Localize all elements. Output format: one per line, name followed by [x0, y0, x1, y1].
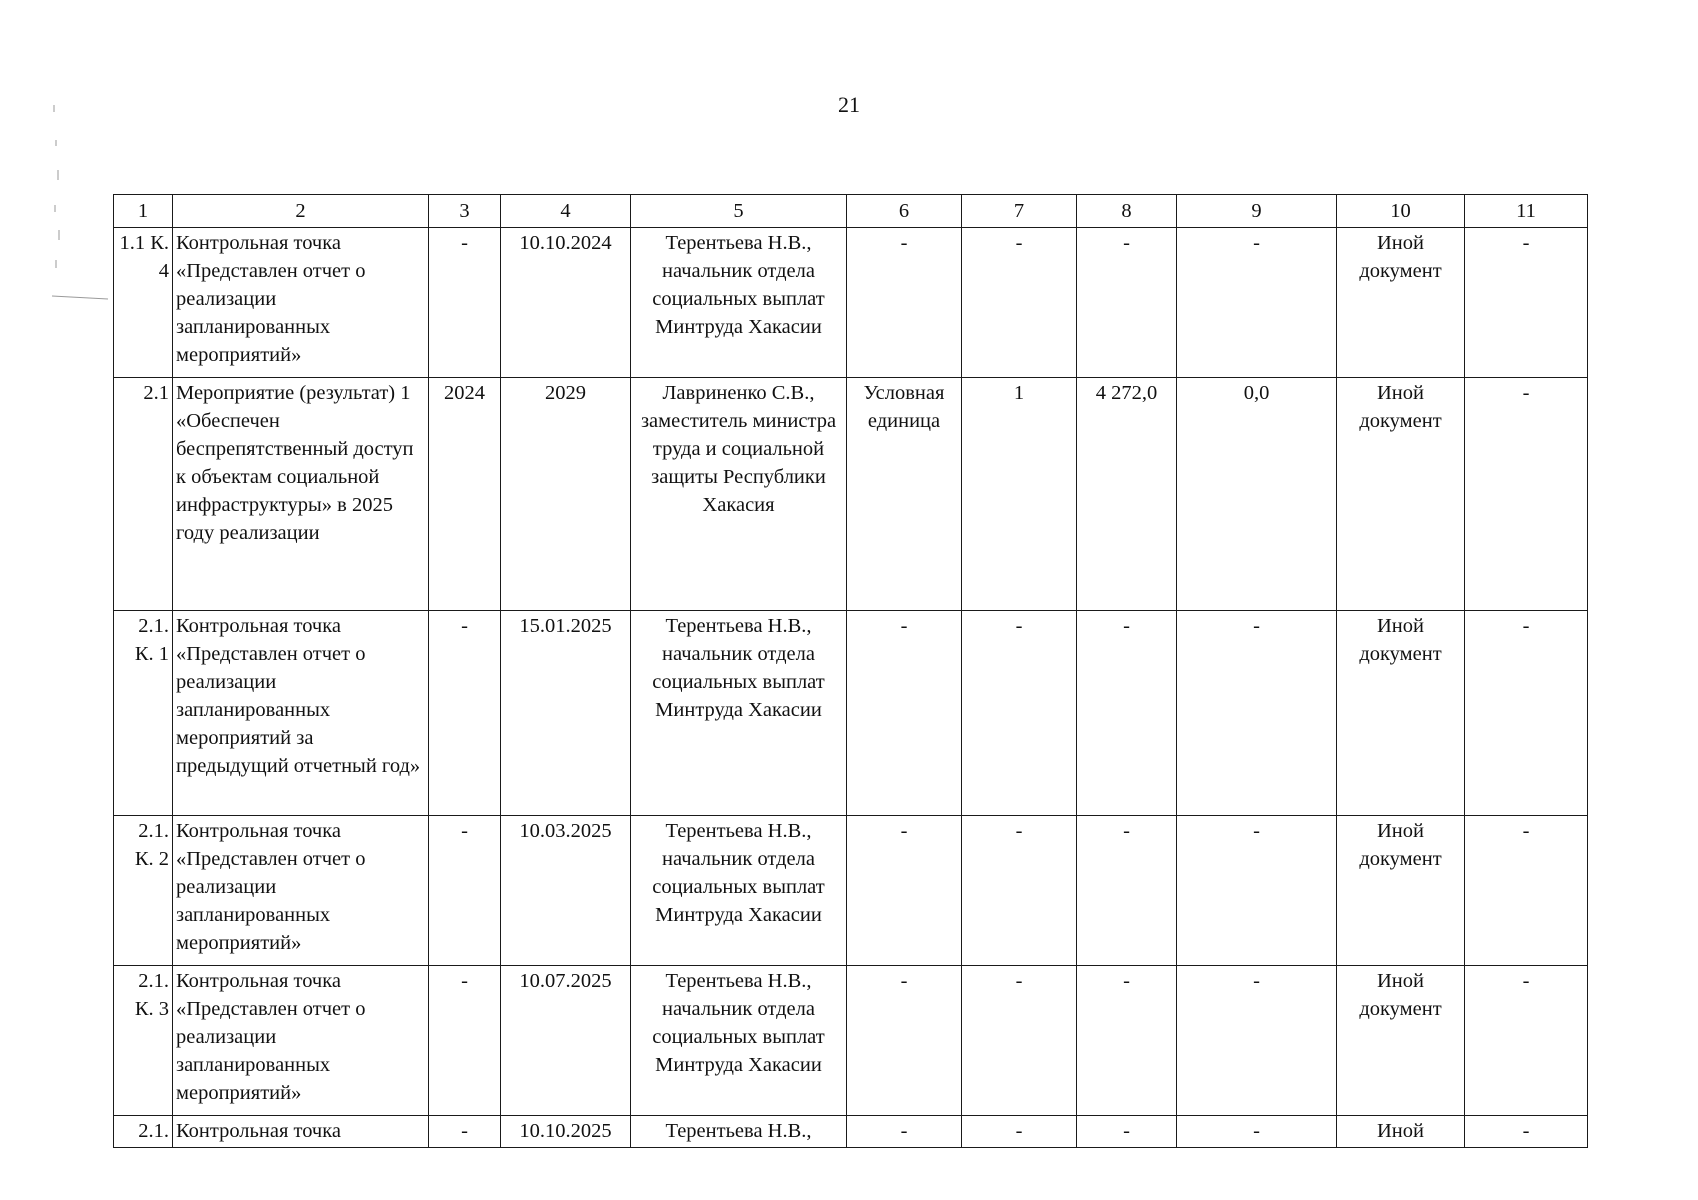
amount: -: [1077, 1116, 1177, 1148]
amount-secondary: 0,0: [1177, 378, 1337, 611]
page-number: 21: [838, 92, 860, 117]
remark: -: [1465, 611, 1588, 816]
quantity: -: [962, 611, 1077, 816]
table-row: [114, 966, 1588, 1116]
start-value: -: [429, 966, 501, 1116]
start-value: 2024: [429, 378, 501, 611]
end-value: 10.10.2024: [501, 228, 631, 378]
responsible-person: Терентьева Н.В., начальник отдела социальных выплат Минтруда Хакасии: [631, 228, 847, 378]
responsible-person: Терентьева Н.В., начальник отдела социальных выплат Минтруда Хакасии: [631, 816, 847, 966]
column-header: 5: [631, 195, 847, 228]
amount-secondary: -: [1177, 611, 1337, 816]
remark: -: [1465, 1116, 1588, 1148]
quantity: -: [962, 228, 1077, 378]
column-header: 4: [501, 195, 631, 228]
amount-secondary: -: [1177, 966, 1337, 1116]
scan-margin-marks: [50, 100, 110, 310]
document-type: Иной документ: [1337, 966, 1465, 1116]
row-title: Контрольная точка «Представлен отчет о реализации запланированных мероприятий»: [173, 228, 429, 378]
quantity: -: [962, 1116, 1077, 1148]
column-header: 9: [1177, 195, 1337, 228]
table-row: [114, 1116, 1588, 1148]
responsible-person: Лавриненко С.В., заместитель министра труда и социальной защиты Республики Хакасия: [631, 378, 847, 611]
table-row: [114, 611, 1588, 816]
column-header: 7: [962, 195, 1077, 228]
row-title: Контрольная точка «Представлен отчет о реализации запланированных мероприятий»: [173, 816, 429, 966]
column-header: 1: [114, 195, 173, 228]
end-value: 2029: [501, 378, 631, 611]
end-value: 10.07.2025: [501, 966, 631, 1116]
amount: -: [1077, 966, 1177, 1116]
table-row: [114, 378, 1588, 611]
unit: -: [847, 611, 962, 816]
row-number: 1.1 К. 4: [114, 228, 173, 378]
column-header: 11: [1465, 195, 1588, 228]
responsible-person: Терентьева Н.В.,: [631, 1116, 847, 1148]
end-value: 10.10.2025: [501, 1116, 631, 1148]
start-value: -: [429, 228, 501, 378]
unit: -: [847, 966, 962, 1116]
column-header: 2: [173, 195, 429, 228]
amount: -: [1077, 228, 1177, 378]
row-title: Контрольная точка «Представлен отчет о реализации запланированных мероприятий за предыдущий отчетный год»: [173, 611, 429, 816]
document-type: Иной документ: [1337, 378, 1465, 611]
start-value: -: [429, 611, 501, 816]
remark: -: [1465, 378, 1588, 611]
amount-secondary: -: [1177, 1116, 1337, 1148]
row-number: 2.1.: [114, 1116, 173, 1148]
responsible-person: Терентьева Н.В., начальник отдела социальных выплат Минтруда Хакасии: [631, 611, 847, 816]
amount: 4 272,0: [1077, 378, 1177, 611]
row-title: Контрольная точка: [173, 1116, 429, 1148]
column-header: 8: [1077, 195, 1177, 228]
amount-secondary: -: [1177, 228, 1337, 378]
row-number: 2.1. К. 3: [114, 966, 173, 1116]
document-type: Иной: [1337, 1116, 1465, 1148]
start-value: -: [429, 1116, 501, 1148]
remark: -: [1465, 966, 1588, 1116]
row-title: Мероприятие (результат) 1 «Обеспечен беспрепятственный доступ к объектам социальной инфраструктуры» в 2025 году реализации: [173, 378, 429, 611]
column-header: 10: [1337, 195, 1465, 228]
unit: -: [847, 1116, 962, 1148]
responsible-person: Терентьева Н.В., начальник отдела социальных выплат Минтруда Хакасии: [631, 966, 847, 1116]
start-value: -: [429, 816, 501, 966]
document-type: Иной документ: [1337, 816, 1465, 966]
remark: -: [1465, 816, 1588, 966]
row-number: 2.1: [114, 378, 173, 611]
unit: Условная единица: [847, 378, 962, 611]
document-type: Иной документ: [1337, 228, 1465, 378]
amount: -: [1077, 816, 1177, 966]
table-header-row: [114, 195, 1588, 228]
end-value: 15.01.2025: [501, 611, 631, 816]
plan-table: [113, 194, 1588, 1148]
amount: -: [1077, 611, 1177, 816]
row-title: Контрольная точка «Представлен отчет о реализации запланированных мероприятий»: [173, 966, 429, 1116]
column-header: 3: [429, 195, 501, 228]
quantity: -: [962, 816, 1077, 966]
unit: -: [847, 228, 962, 378]
row-number: 2.1. К. 1: [114, 611, 173, 816]
table-row: [114, 816, 1588, 966]
remark: -: [1465, 228, 1588, 378]
document-type: Иной документ: [1337, 611, 1465, 816]
quantity: -: [962, 966, 1077, 1116]
row-number: 2.1. К. 2: [114, 816, 173, 966]
amount-secondary: -: [1177, 816, 1337, 966]
end-value: 10.03.2025: [501, 816, 631, 966]
unit: -: [847, 816, 962, 966]
quantity: 1: [962, 378, 1077, 611]
column-header: 6: [847, 195, 962, 228]
table-row: [114, 228, 1588, 378]
